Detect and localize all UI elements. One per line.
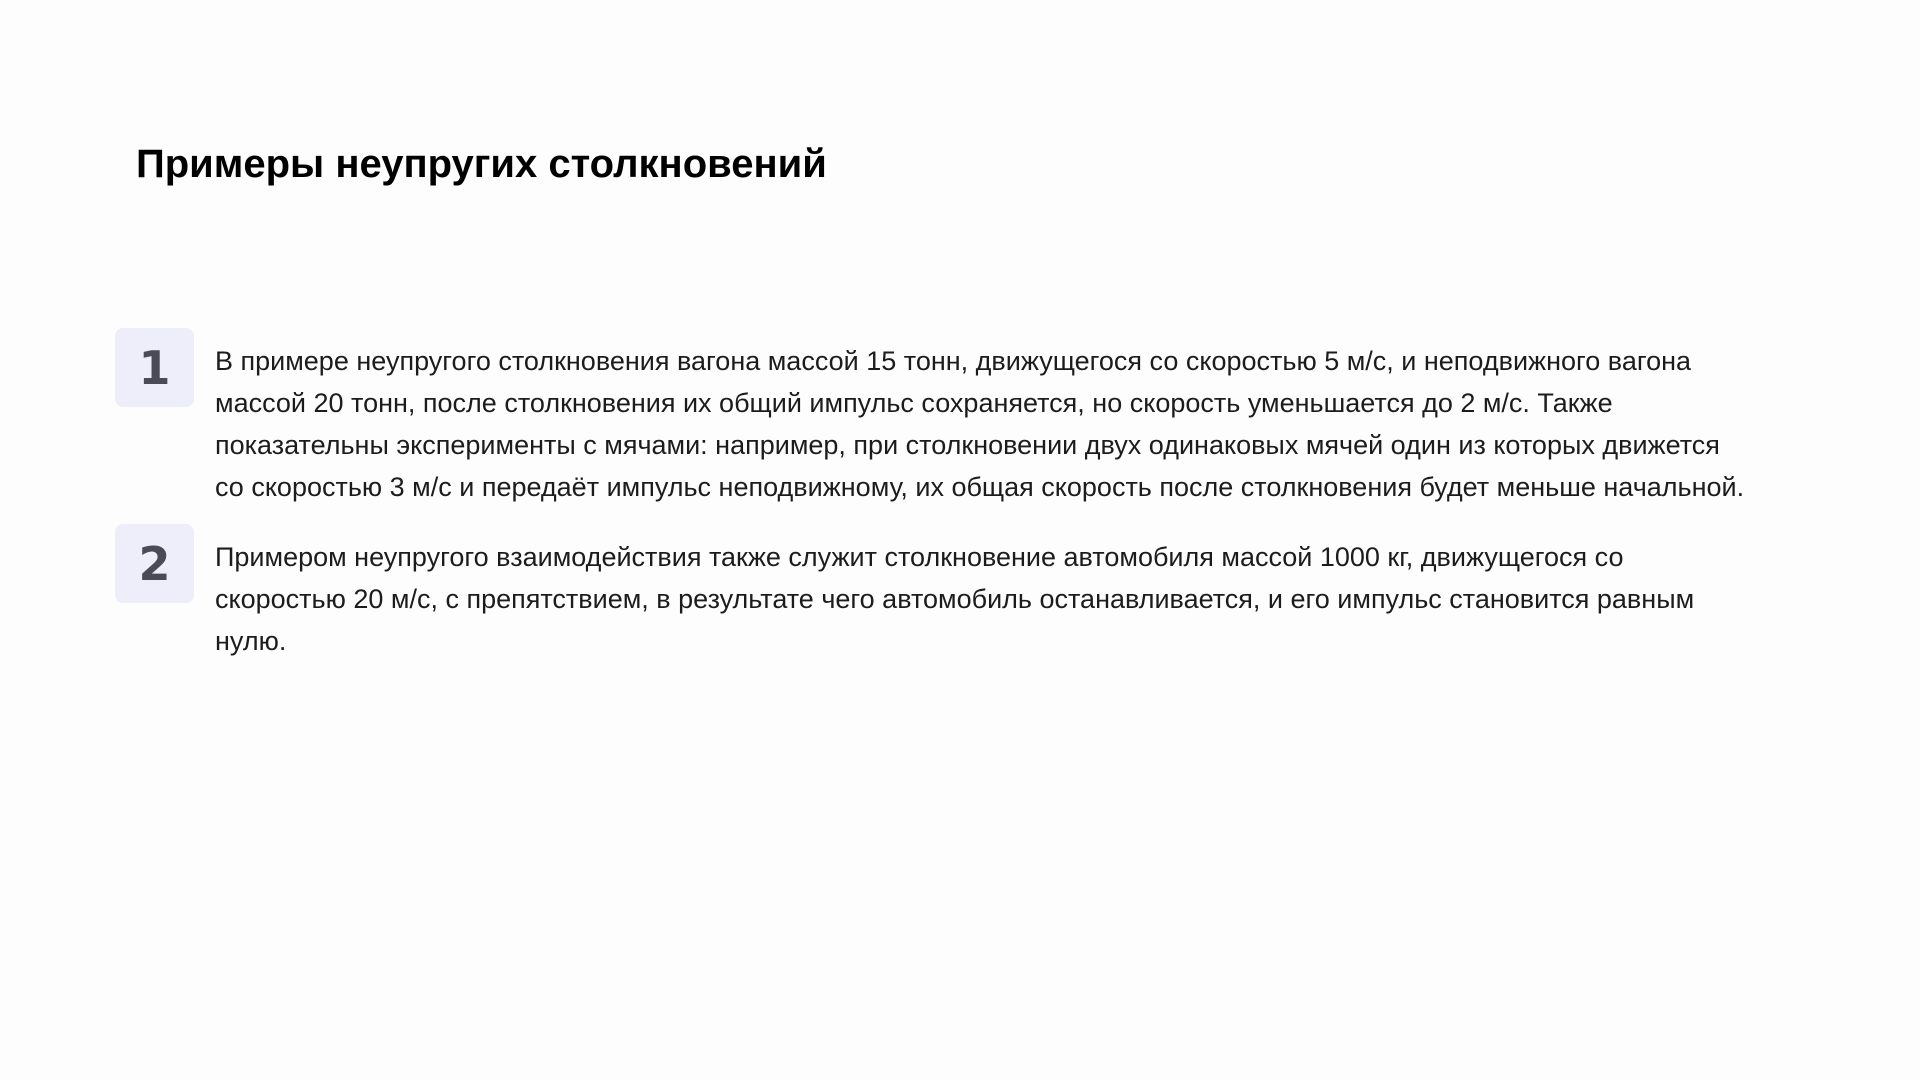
item-text: В примере неупругого столкновения вагона массой 15 тонн, движущегося со скоростью 5 м/с, и неподвижного вагона массой 20 тонн, после столкновения их общий импульс сохраняется, но скорость уменьшается до 2 м/с. Также показательны эксперименты с мячами: например, при столкновении двух одинаковых мячей один из которых движется со скоростью 3 м/с и передаёт импульс неподвижному, их общая скорость после столкновения будет меньше начальной.	[215, 346, 1745, 502]
examples-list	[115, 328, 1755, 678]
item-text: Примером неупругого взаимодействия также служит столкновение автомобиля массой 1000 кг, движущегося со скоростью 20 м/с, с препятствием, в результате чего автомобиль останавливается, и его импульс становится равным нулю.	[215, 542, 1695, 656]
slide-title: Примеры неупругих столкновений	[136, 142, 827, 186]
number-badge	[115, 524, 194, 603]
number-badge	[115, 328, 194, 407]
list-item	[115, 524, 1755, 662]
list-item	[115, 328, 1755, 508]
item-number: 1	[138, 340, 171, 395]
item-number: 2	[138, 536, 171, 591]
